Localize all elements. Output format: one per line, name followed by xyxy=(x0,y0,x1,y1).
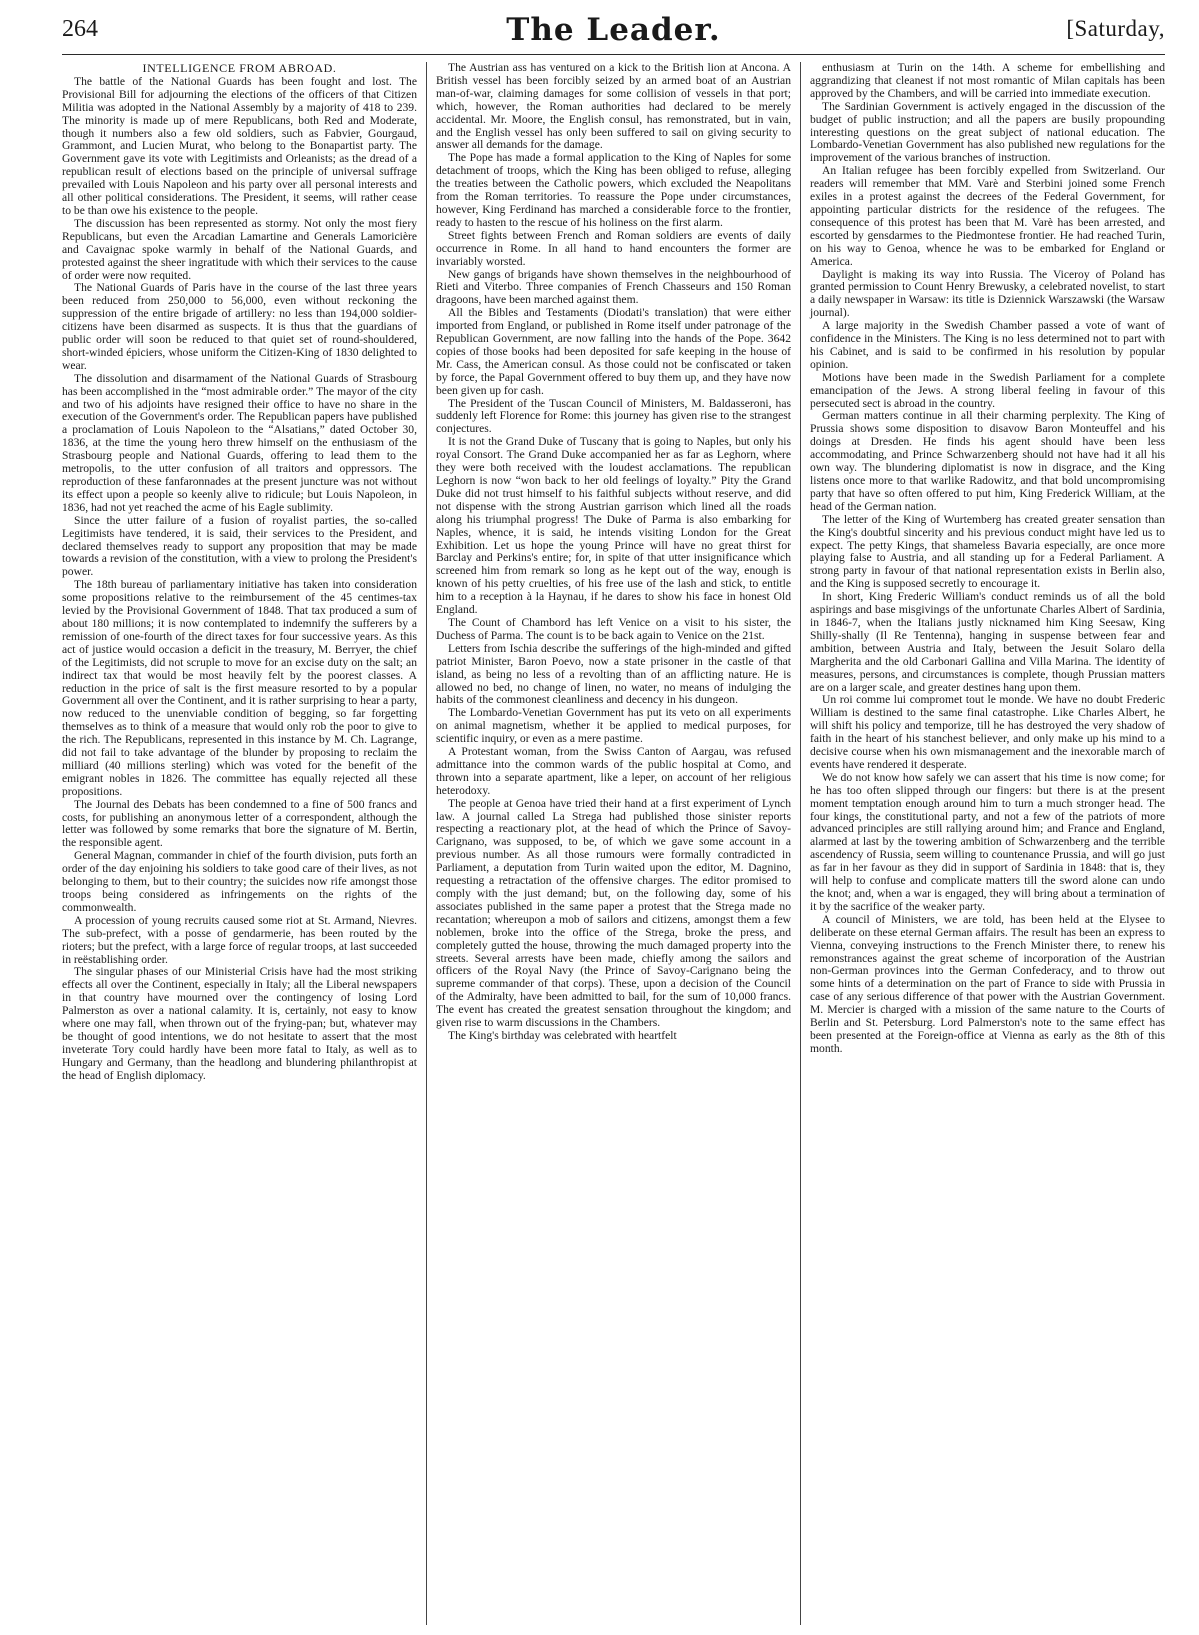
paragraph: Street fights between French and Roman soldiers are events of daily occurrence in Rome. In all hand to hand encounters the former are invariably worsted. xyxy=(436,228,791,268)
paragraph: New gangs of brigands have shown themselves in the neighbourhood of Rieti and Viterbo. Three companies of French Chasseurs and 150 Roman dragoons, have been marched against them. xyxy=(436,267,791,307)
paragraph: The Journal des Debats has been condemned to a fine of 500 francs and costs, for publishing an anonymous letter of a correspondent, although the letter was followed by some remarks that bore the signature of M. Bertin, the responsible agent. xyxy=(62,797,417,850)
paper-title: The Leader. xyxy=(506,12,721,48)
paragraph: The letter of the King of Wurtemberg has created greater sensation than the King's doubtful sincerity and his previous conduct might have led us to expect. The petty Kings, that shameless Bavaria especially, are once more playing false to Austria, and all standing up for a Federal Parliament. A strong party in favour of that national representation exists in Berlin also, and the King is supposed secretly to encourage it. xyxy=(810,512,1165,591)
paragraph: The Pope has made a formal application to the King of Naples for some detachment of troops, which the King has been obliged to refuse, alleging the treaties between the Catholic powers, which excluded the Neapolitans from the Roman territories. To reassure the Pope under circumstances, however, King Ferdinand has marched a considerable force to the frontier, ready to hasten to the rescue of his holiness on the first alarm. xyxy=(436,151,791,229)
issue-day: [Saturday, xyxy=(1066,16,1165,41)
paragraph: A Protestant woman, from the Swiss Canton of Aargau, was refused admittance into the common wards of the public hospital at Como, and thrown into a separate apartment, like a leper, on account of her religious heterodoxy. xyxy=(436,745,791,797)
column-left xyxy=(62,62,426,1625)
paragraph: Daylight is making its way into Russia. The Viceroy of Poland has granted permission to Count Henry Brewusky, a celebrated novelist, to start a daily newspaper in Warsaw: its title is Dziennick Warszawski (the Warsaw journal). xyxy=(810,267,1165,320)
paragraph: Letters from Ischia describe the sufferings of the high-minded and gifted patriot Minister, Baron Poevo, now a state prisoner in the castle of that island, as being no less of a revolting than of an afflicting nature. He is allowed no bed, no change of linen, no water, no means of indulging the habits of the commonest cleanliness and decency in his dungeon. xyxy=(436,641,791,707)
paragraph: The King's birthday was celebrated with heartfelt xyxy=(448,1028,677,1042)
paragraph: The dissolution and disarmament of the National Guards of Strasbourg has been accomplished in the “most admirable order.” The mayor of the city and two of his adjoints have resigned their office to have no share in the execution of the Government's order. The Republican papers have published a proclamation of Louis Napoleon to the “Alsatians,” dated October 30, 1836, at the time the young hero threw himself on the enthusiasm of the Strasbourg people and National Guards, offering to lead them to the metropolis, to the utter confusion of all traitors and oppressors. The reproduction of these fanfaronnades at the present juncture was not without its effect upon a people so keenly alive to ridicule; but Louis Napoleon, in 1836, had not yet reached the acme of his Eagle sublimity. xyxy=(62,371,417,514)
section-heading: INTELLIGENCE FROM ABROAD. xyxy=(142,62,337,75)
paragraph: The National Guards of Paris have in the course of the last three years been reduced from 250,000 to 56,000, even without reckoning the suppression of the entire brigade of artillery: no less than 194,000 soldier-citizens have been disarmed as suspects. It is thus that the guardians of public order will soon be reduced to that quiet set of round-shouldered, short-winded épiciers, whose uniform the Citizen-King of 1830 delighted to wear. xyxy=(62,281,417,372)
paragraph: The Count of Chambord has left Venice on a visit to his sister, the Duchess of Parma. The count is to be back again to Venice on the 21st. xyxy=(436,615,791,642)
masthead xyxy=(62,14,1165,55)
article-columns xyxy=(62,62,1165,1625)
paragraph: Since the utter failure of a fusion of royalist parties, the so-called Legitimists have tendered, it is said, their services to the President, and declared themselves ready to support any proposition that may be made towards a revision of the constitution, with a view to prolong the President's power. xyxy=(62,513,417,579)
paragraph: It is not the Grand Duke of Tuscany that is going to Naples, but only his royal Consort. The Grand Duke accompanied her as far as Leghorn, where they were both received with the loudest acclamations. The republican Leghorn is now “won back to her old feelings of loyalty.” Pity the Grand Duke did not trust himself to his faithful subjects without reserve, and did not dispense with the strong Austrian garrison which lined all the roads along his triumphal progress! The Duke of Parma is also embarking for Naples, whence, it is said, he intends visiting London for the Great Exhibition. Let us hope the young Prince will have no great thirst for Barclay and Perkins's entire; for, in spite of that utter insignificance which screened him from remark so long as he kept out of the way, enough is known of his petty cruelties, of his free use of the lash and stick, to entitle him to a reception à la Haynau, if he dares to show his face in honest Old England. xyxy=(436,435,791,617)
paragraph: The Lombardo-Venetian Government has put its veto on all experiments on animal magnetism, whether it be applied to medical purposes, for scientific inquiry, or even as a mere pastime. xyxy=(436,706,791,746)
paragraph: A procession of young recruits caused some riot at St. Armand, Nievres. The sub-prefect, with a posse of gendarmerie, has been routed by the rioters; but the prefect, with a large force of regular troops, at last succeeded in reëstablishing order. xyxy=(62,913,417,966)
paragraph: In short, King Frederic William's conduct reminds us of all the bold aspirings and base misgivings of the unfortunate Charles Albert of Sardinia, in 1846-7, when the Italians justly nicknamed him King Seesaw, King Shilly-shally (Il Re Tentenna), hanging in suspense between fear and ambition, between Austria and Italy, between the Jesuit Solaro della Margherita and the old Carbonari Gallina and Villa Marina. The identity of measures, persons, and circumstances is complete, though Prussian matters are on a larger scale, and greater destines hang upon them. xyxy=(810,590,1165,694)
paragraph: The people at Genoa have tried their hand at a first experiment of Lynch law. A journal called La Strega had published those sinister reports respecting a reactionary plot, at the head of which the Prince of Savoy-Carignano, was supposed, to be, of which we gave some account in a previous number. As all those rumours were formally contradicted in Parliament, a deputation from Turin waited upon the editor, M. Dagnino, requesting a retractation of the offensive charges. The editor promised to comply with the just demand; but, on the following day, some of his associates published in the same paper a protest that the Strega made no recantation; whereupon a mob of sailors and citizens, amongst them a few noblemen, broke into the office of the Strega, broke the press, and completely gutted the house, throwing the much damaged property into the streets. Several arrests have been made, chiefly among the sailors and officers of the Royal Navy (the Prince of Savoy-Carignano being the supreme commander of that corps). These, upon a decision of the Council of the Admiralty, have been admitted to bail, for the sum of 10,000 francs. The event has created the greatest sensation throughout the kingdom; and given rise to warm discussions in the Chambers. xyxy=(436,796,791,1030)
paragraph: A council of Ministers, we are told, has been held at the Elysee to deliberate on these eternal German affairs. The result has been an express to Vienna, conveying instructions to the French Minister there, to renew his remonstrances against the great scheme of incorporation of the Austrian non-German provinces into the German Confederacy, and to throw out some hints of a determination on the part of France to side with Prussia in case of any serious difference of that power with the Austrian Government. M. Mercier is charged with a mission of the same nature to the Courts of Berlin and St. Petersburg. Lord Palmerston's note to the same effect has been presented at the Foreign-office at Vienna as early as the 8th of this month. xyxy=(810,912,1165,1055)
paragraph: The discussion has been represented as stormy. Not only the most fiery Republicans, but even the Arcadian Lamartine and Generals Lamoricière and Cavaignac spoke warmly in behalf of the National Guards, and protested against the sheer ingratitude with which their services to the cause of order were now requited. xyxy=(62,216,417,282)
paragraph: The Sardinian Government is actively engaged in the discussion of the budget of public instruction; and all the papers are busily propounding interesting questions on the great subject of national education. The Lombardo-Venetian Government has also published new regulations for the improvement of the various branches of instruction. xyxy=(810,99,1165,165)
paragraph: General Magnan, commander in chief of the fourth division, puts forth an order of the day enjoining his soldiers to take good care of their lives, as not belonging to them, but to their country; the suicides now rife amongst those troops being considered as infringements on the rights of the commonwealth. xyxy=(62,849,417,914)
paragraph: The battle of the National Guards has been fought and lost. The Provisional Bill for adjourning the elections of the officers of that Citizen Militia was adopted in the National Assembly by a majority of 418 to 239. The minority is made up of mere Republicans, both Red and Moderate, though it numbers also a few old soldiers, such as Fabvier, Gourgaud, Grammont, and Lucien Murat, who belong to the Bonapartist party. The Government gave its vote with Legitimists and Orleanists; as the dread of a republican result of elections based on the principle of universal suffrage prevailed with Louis Napoleon and his party over all personal interests and all other political considerations. The President, it seems, will rather cease to be than owe his existence to the people. xyxy=(62,74,417,217)
page-number: 264 xyxy=(62,16,98,42)
paragraph: A large majority in the Swedish Chamber passed a vote of want of confidence in the Ministers. The King is no less determined not to part with his Cabinet, and is said to be confirmed in his resolution by popular opinion. xyxy=(810,319,1165,371)
paragraph: enthusiasm at Turin on the 14th. A scheme for embellishing and aggrandizing that cleanest if not most romantic of Milan capitals has been approved by the Chambers, and will be carried into immediate execution. xyxy=(810,62,1165,100)
paragraph: All the Bibles and Testaments (Diodati's translation) that were either imported from England, or published in Rome itself under patronage of the Republican Government, are now falling into the hands of the Pope. 3642 copies of those books had been deposited for safe keeping in the house of Mr. Cass, the American consul. As those could not be confiscated or taken by force, the Papal Government offered to buy them up, and they have now been given up for cash. xyxy=(436,306,791,397)
paragraph: German matters continue in all their charming perplexity. The King of Prussia shows some disposition to disavow Baron Monteuffel and his doings at Dresden. He finds his agent should have been less accommodating, and Prince Schwarzenberg should not have had it all his own way. The blundering diplomatist is now in disgrace, and the King listens once more to that warlike Radowitz, and that bold uncompromising party that have so often offered to put him, King Frederick William, at the head of the German nation. xyxy=(810,409,1165,513)
column-right xyxy=(800,62,1165,1625)
column-middle xyxy=(426,62,800,1625)
paragraph: Un roi comme lui compromet tout le monde. We have no doubt Frederic William is destined to the same final catastrophe. Like Charles Albert, he will shift his policy and temporize, till he has destroyed the very shadow of faith in the heart of his stanchest believer, and only make up his mind to a decisive course when his own mismanagement and the inexorable march of events have rendered it desperate. xyxy=(810,693,1165,771)
paragraph: An Italian refugee has been forcibly expelled from Switzerland. Our readers will remember that MM. Varè and Sterbini joined some French exiles in a protest against the decrees of the Federal Government, for appointing particular districts for the residence of the refugees. The consequence of this protest has been that M. Varè has been arrested, and escorted by gensdarmes to the Piedmontese frontier. He had reached Turin, on his way to Genoa, whence he was to be embarked for England or America. xyxy=(810,164,1165,268)
paragraph: The singular phases of our Ministerial Crisis have had the most striking effects all over the Continent, especially in Italy; all the Liberal newspapers in that country have mourned over the contingency of losing Lord Palmerston as over a national calamity. It is, certainly, not easy to know where one may fall, when thrown out of the frying-pan; but, whatever may be thought of good intentions, we do not hesitate to assert that the most inveterate Tory could hardly have been more fatal to Italy, as well as to Hungary and Germany, than the headlong and blundering philanthropist at the head of English diplomacy. xyxy=(62,965,417,1082)
paragraph: The Austrian ass has ventured on a kick to the British lion at Ancona. A British vessel has been forcibly seized by an armed boat of an Austrian man-of-war, claiming damages for some collision of vessels in that port; which, however, the Roman authorities had declared to be merely accidental. Mr. Moore, the English consul, has remonstrated, but in vain, and the English vessel has only been suffered to sail on giving security to answer all demands for the damage. xyxy=(436,62,791,152)
paragraph: We do not know how safely we can assert that his time is now come; for he has too often slipped through our fingers: but there is at the present moment temptation enough around him to turn a much stronger head. The four kings, the constitutional party, and not a few of the patriots of more advanced principles are still rallying around him; and France and England, alarmed at last by the towering ambition of Schwarzenberg and the terrible ascendency of Russia, seem willing to countenance Prussia, and will go just as far in her favour as they did in support of Sardinia in 1848: that is, they will help to confuse and complicate matters till the sword alone can undo the knot; and, when a war is engaged, they will bring about a termination of it by the sacrifice of the weaker party. xyxy=(810,770,1165,913)
paragraph: The President of the Tuscan Council of Ministers, M. Baldasseroni, has suddenly left Florence for Rome: this journey has given rise to the strangest conjectures. xyxy=(436,396,791,436)
paragraph: Motions have been made in the Swedish Parliament for a complete emancipation of the Jews. A strong liberal feeling in favour of this persecuted sect is abroad in the country. xyxy=(810,370,1165,410)
paragraph: The 18th bureau of parliamentary initiative has taken into consideration some propositions relative to the reimbursement of the 45 centimes-tax levied by the Provisional Government of 1848. That tax produced a sum of about 180 millions; it is now contemplated to indemnify the sufferers by a remission of one-fourth of the direct taxes for four successive years. As this act of justice would occasion a deficit in the treasury, M. Berryer, the chief of the Legitimists, did not scruple to move for an excise duty on the salt; an indirect tax that would be most heavily felt by the poorest classes. A reduction in the price of salt is the first measure resorted to by a popular Government all over the Continent, and it is rather surprising to hear a party, now reduced to the unenviable condition of begging, so far forgetting themselves as to think of a measure that would only rob the poor to give to the rich. The Republicans, represented in this instance by M. Ch. Lagrange, did not fail to take advantage of the blunder by proposing to reclaim the milliard (40 millions sterling) which was voted for the benefit of the emigrant nobles in 1826. The committee has equally rejected all these propositions. xyxy=(62,578,418,798)
